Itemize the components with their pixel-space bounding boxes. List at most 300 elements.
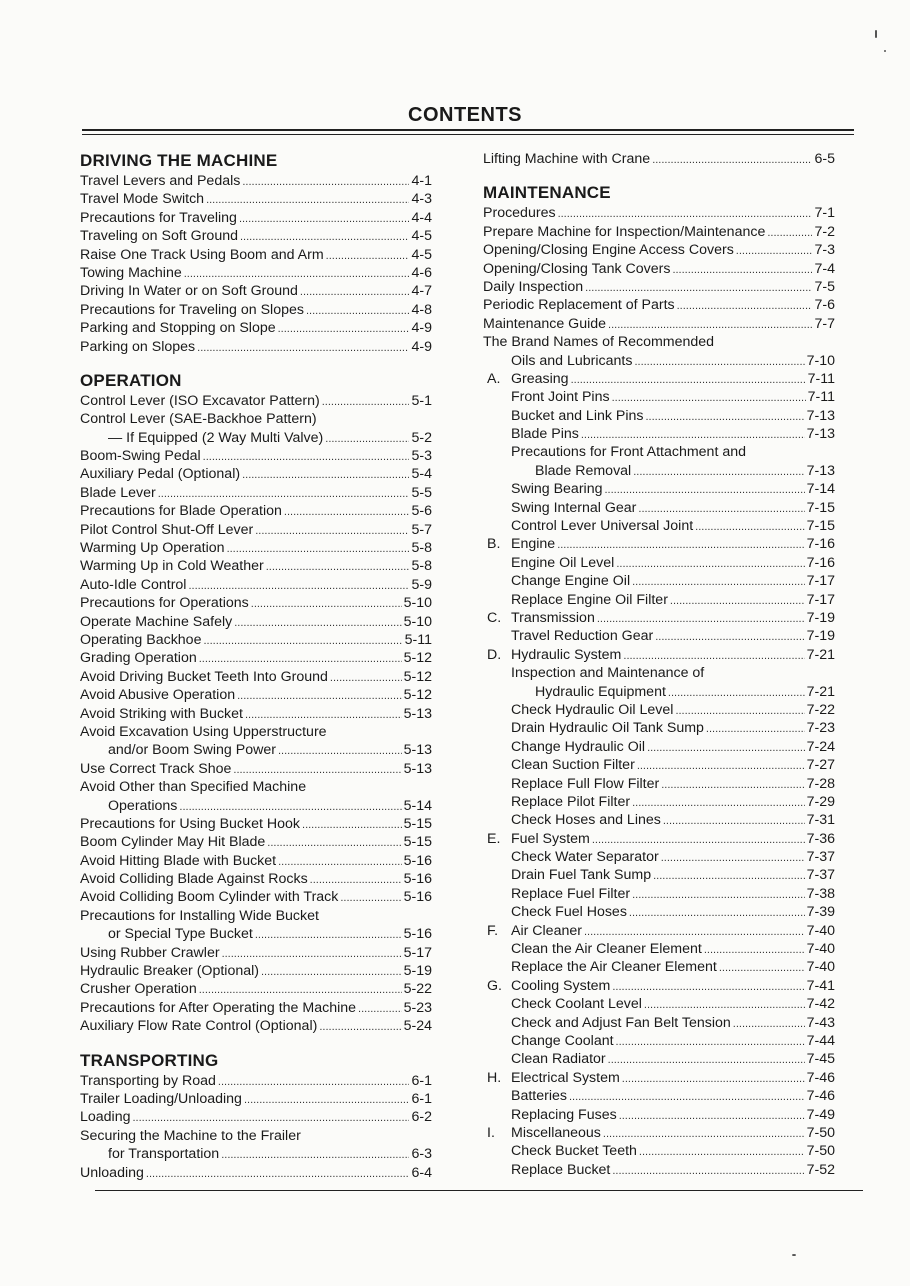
toc-entry[interactable] [483,775,835,793]
toc-entry[interactable] [483,719,835,737]
toc-entry-page: 5-16 [403,852,432,869]
toc-entry[interactable] [80,392,432,410]
toc-entry-letter: G. [487,977,502,994]
toc-entry[interactable] [80,741,432,759]
toc-entry-page: 7-52 [806,1161,835,1178]
toc-entry-page: 5-13 [403,760,432,777]
toc-entry-page: 7-42 [806,996,835,1013]
toc-entry[interactable] [483,885,835,903]
toc-entry-page: 5-10 [403,613,432,630]
toc-entry[interactable] [483,572,835,590]
toc-entry[interactable] [483,1087,835,1105]
toc-entry-title: Check Hydraulic Oil Level [511,701,674,718]
leader-dots [704,941,805,958]
leader-dots [267,834,401,851]
toc-entry-page: 7-13 [806,426,835,443]
leader-dots [644,996,805,1013]
toc-entry-page: 4-4 [411,209,432,226]
toc-entry-page: 7-6 [814,297,835,314]
toc-entry-title: Precautions for Installing Wide Bucket [80,907,319,924]
toc-entry[interactable] [80,227,432,245]
toc-entry[interactable] [80,723,432,741]
toc-entry[interactable] [483,646,835,664]
leader-dots [557,536,804,553]
scan-speck [884,50,886,52]
toc-entry[interactable] [80,686,432,704]
toc-entry-page: 7-40 [806,941,835,958]
leader-dots [300,283,410,300]
toc-entry[interactable] [80,539,432,557]
toc-entry-page: 7-14 [806,481,835,498]
toc-entry[interactable] [483,1014,835,1032]
toc-entry-page: 4-7 [411,283,432,300]
toc-entry-title: Precautions for Traveling on Slopes [80,301,304,318]
toc-entry-title: Engine Oil Level [511,554,615,571]
toc-entry-page: 5-12 [403,687,432,704]
toc-entry-page: 7-17 [806,573,835,590]
toc-entry-title: Pilot Control Shut-Off Lever [80,521,254,538]
leader-dots [719,959,805,976]
toc-entry[interactable] [80,576,432,594]
toc-entry-page: 7-24 [806,738,835,755]
leader-dots [603,1125,805,1142]
toc-entry-title: Opening/Closing Engine Access Covers [483,242,734,259]
toc-entry[interactable] [80,190,432,208]
toc-entry[interactable] [483,480,835,498]
leader-dots [736,242,813,259]
toc-entry-page: 7-11 [807,389,835,406]
section-heading-operation: OPERATION [80,370,182,390]
toc-entry[interactable] [483,352,835,370]
leader-dots [284,503,410,520]
toc-entry-page: 6-5 [814,151,835,167]
toc-entry-title: Miscellaneous [511,1124,601,1141]
leader-dots [646,408,805,425]
toc-entry[interactable] [483,150,835,168]
leader-dots [616,1033,805,1050]
toc-entry[interactable] [483,738,835,756]
toc-entry-title: Parking on Slopes [80,338,196,355]
leader-dots [634,353,804,370]
leader-dots [326,247,410,264]
toc-entry[interactable] [483,591,835,609]
leader-dots [199,981,402,998]
toc-entry-page: 7-49 [806,1106,835,1123]
leader-dots [234,614,401,631]
toc-entry[interactable] [80,631,432,649]
leader-dots [605,481,805,498]
leader-dots [670,592,805,609]
toc-entry[interactable] [483,241,835,259]
toc-entry-page: 7-40 [806,922,835,939]
toc-entry-title: Replace Fuel Filter [511,885,631,902]
leader-dots [639,1143,805,1160]
toc-entry-title: Using Rubber Crawler [80,944,220,961]
toc-entry-title: Precautions for After Operating the Machine [80,999,357,1016]
toc-entry-title: Drain Hydraulic Oil Tank Sump [511,720,704,737]
toc-entry[interactable] [483,1032,835,1050]
scan-speck [875,30,877,38]
toc-entry[interactable] [483,260,835,278]
toc-entry-page: 7-1 [814,205,835,222]
toc-entry-page: 7-27 [806,757,835,774]
toc-entry[interactable] [483,278,835,296]
toc-entry-page: 5-7 [411,521,432,538]
toc-entry[interactable] [80,980,432,998]
toc-entry-title: Unloading [80,1164,144,1181]
toc-entry-page: 6-3 [411,1146,432,1163]
leader-dots [206,191,409,208]
toc-entry-page: 7-15 [806,518,835,535]
leader-dots [612,1162,804,1179]
toc-entry[interactable] [483,958,835,976]
toc-entry[interactable] [483,1069,835,1087]
toc-entry-title: Replace Engine Oil Filter [511,591,668,608]
leader-dots [623,647,804,664]
toc-entry[interactable] [483,683,835,701]
toc-entry[interactable] [80,1108,432,1126]
leader-dots [278,853,401,870]
toc-entry-page: 5-4 [411,466,432,483]
leader-dots [767,224,812,241]
toc-entry[interactable] [80,172,432,190]
toc-entry[interactable] [80,778,432,796]
toc-entry-title: Blade Lever [80,484,156,501]
toc-entry-title: Transporting by Road [80,1072,216,1089]
toc-entry[interactable] [483,1106,835,1124]
leader-dots [637,757,805,774]
toc-entry[interactable] [80,649,432,667]
toc-entry[interactable] [483,535,835,553]
leader-dots [672,261,812,278]
leader-dots [619,1107,805,1124]
toc-entry-letter: I. [487,1124,495,1141]
toc-entry-title: Check Water Separator [511,849,659,866]
toc-entry[interactable] [483,223,835,241]
toc-entry-title: Control Lever (SAE-Backhoe Pattern) [80,411,317,428]
toc-entry-page: 5-11 [404,631,432,648]
toc-entry-title: Warming Up Operation [80,540,225,557]
leader-dots [638,500,804,517]
toc-entry-page: 7-31 [806,812,835,829]
leader-dots [203,632,402,649]
toc-entry-letter: B. [487,536,501,553]
toc-entry[interactable] [483,756,835,774]
toc-entry[interactable] [483,977,835,995]
toc-entry-title: — If Equipped (2 Way Multi Valve) [108,429,324,446]
toc-entry[interactable] [80,502,432,520]
toc-entry[interactable] [80,705,432,723]
toc-entry-page: 5-24 [403,1018,432,1035]
toc-entry-page: 7-29 [806,793,835,810]
toc-entry-page: 7-13 [806,462,835,479]
leader-dots [655,628,804,645]
leader-dots [585,279,812,296]
toc-entry-title: Avoid Colliding Blade Against Rocks [80,871,308,888]
toc-entry[interactable] [483,995,835,1013]
toc-entry-title: Check Bucket Teeth [511,1143,637,1160]
toc-entry[interactable] [483,333,835,351]
leader-dots [251,595,402,612]
toc-entry-title: Opening/Closing Tank Covers [483,260,671,277]
leader-dots [571,371,806,388]
toc-entry-title: Driving In Water or on Soft Ground [80,283,298,300]
toc-entry[interactable] [80,668,432,686]
toc-entry[interactable] [483,627,835,645]
toc-entry-page: 5-19 [403,963,432,980]
toc-entry[interactable] [483,554,835,572]
toc-entry-page: 7-46 [806,1069,835,1086]
toc-entry[interactable] [483,811,835,829]
toc-entry-title: Auxiliary Pedal (Optional) [80,466,241,483]
leader-dots [661,849,805,866]
leader-dots [632,794,805,811]
toc-entry[interactable] [80,429,432,447]
toc-entry[interactable] [80,852,432,870]
toc-entry[interactable] [483,830,835,848]
leader-dots [653,867,804,884]
leader-dots [278,320,410,337]
toc-entry[interactable] [483,425,835,443]
toc-entry[interactable] [80,907,432,925]
toc-entry-title: Precautions for Traveling [80,209,237,226]
toc-entry[interactable] [80,410,432,428]
toc-entry-page: 5-16 [403,926,432,943]
toc-entry-title: Blade Pins [511,426,579,443]
toc-entry[interactable] [80,1090,432,1108]
leader-dots [592,831,805,848]
toc-entry-title: Lifting Machine with Crane [483,151,651,167]
toc-entry[interactable] [80,1164,432,1182]
toc-entry-page: 5-6 [411,503,432,520]
page-title: CONTENTS [408,104,522,126]
toc-entry[interactable] [483,848,835,866]
toc-entry[interactable] [483,1050,835,1068]
leader-dots [647,739,805,756]
leader-dots [227,540,410,557]
toc-entry-page: 5-8 [411,540,432,557]
toc-entry-title: or Special Type Bucket [108,926,253,943]
toc-entry[interactable] [483,1142,835,1160]
toc-entry-title: Use Correct Track Shoe [80,760,232,777]
toc-entry-title: Travel Levers and Pedals [80,173,241,189]
leader-dots [306,302,410,319]
toc-entry[interactable] [483,866,835,884]
toc-entry[interactable] [80,888,432,906]
toc-entry-title: Clean the Air Cleaner Element [511,941,702,958]
toc-entry[interactable] [80,264,432,282]
toc-entry[interactable] [483,664,835,682]
toc-entry[interactable] [80,319,432,337]
toc-entry[interactable] [80,797,432,815]
toc-entry[interactable] [80,999,432,1017]
toc-entry[interactable] [483,407,835,425]
leader-dots [330,669,402,686]
toc-entry[interactable] [483,370,835,388]
leader-dots [133,1109,410,1126]
leader-dots [663,812,805,829]
toc-right-column [483,150,835,1179]
toc-entry[interactable] [483,443,835,461]
toc-entry-title: Operate Machine Safely [80,613,233,630]
leader-dots [222,945,402,962]
leader-dots [240,228,409,245]
toc-entry-title: Cooling System [511,977,611,994]
toc-entry-title: Replace Pilot Filter [511,793,631,810]
leader-dots [632,886,805,903]
toc-entry-title: Operations [108,797,178,814]
toc-entry[interactable] [80,815,432,833]
toc-entry-page: 7-13 [806,407,835,424]
toc-entry-title: Operating Backhoe [80,631,202,648]
toc-entry-page: 7-22 [806,701,835,718]
leader-dots [633,463,804,480]
toc-entry-title: for Transportation [108,1146,220,1163]
toc-entry-title: Fuel System [511,830,590,847]
toc-entry[interactable] [483,1124,835,1142]
leader-dots [622,1070,805,1087]
leader-dots [179,798,401,815]
leader-dots [255,926,402,943]
toc-entry-title: Towing Machine [80,264,182,281]
toc-entry-page: 5-16 [403,871,432,888]
leader-dots [733,1015,805,1032]
toc-entry-title: The Brand Names of Recommended [483,334,715,351]
leader-dots [569,1088,805,1105]
toc-entry-title: Replacing Fuses [511,1106,617,1123]
toc-entry-title: Avoid Driving Bucket Teeth Into Ground [80,668,328,685]
toc-entry[interactable] [483,204,835,222]
toc-entry-title: Avoid Hitting Blade with Bucket [80,852,277,869]
toc-entry[interactable] [80,1145,432,1163]
toc-entry-page: 4-5 [411,228,432,245]
toc-entry[interactable] [483,903,835,921]
toc-entry-title: Hydraulic System [511,646,622,663]
leader-dots [278,742,402,759]
leader-dots [558,205,813,222]
toc-entry[interactable] [80,594,432,612]
leader-dots [608,1051,805,1068]
toc-entry[interactable] [80,338,432,356]
toc-entry-page: 7-50 [806,1124,835,1141]
toc-entry[interactable] [483,1161,835,1179]
toc-entry-title: Auto-Idle Control [80,576,187,593]
toc-entry-title: Hydraulic Breaker (Optional) [80,963,259,980]
toc-entry-title: Warming Up in Cold Weather [80,558,264,575]
toc-entry[interactable] [80,925,432,943]
toc-entry-title: Boom Cylinder May Hit Blade [80,834,266,851]
toc-entry[interactable] [80,246,432,264]
leader-dots [266,558,410,575]
toc-entry[interactable] [80,557,432,575]
toc-entry[interactable] [483,609,835,627]
leader-dots [608,316,812,333]
leader-dots [255,522,409,539]
toc-entry-title: Maintenance Guide [483,315,607,332]
toc-entry[interactable] [80,870,432,888]
toc-entry[interactable] [483,315,835,333]
toc-entry-page: 7-23 [806,720,835,737]
toc-entry[interactable] [80,447,432,465]
leader-dots [675,702,804,719]
toc-entry[interactable] [80,944,432,962]
toc-entry-title: Parking and Stopping on Slope [80,320,276,337]
toc-entry[interactable] [80,1017,432,1035]
leader-dots [239,210,410,227]
leader-dots [322,393,410,410]
toc-entry-page: 5-3 [411,448,432,465]
toc-entry[interactable] [483,388,835,406]
toc-entry-page: 7-44 [806,1032,835,1049]
leader-dots [197,339,409,356]
toc-entry[interactable] [483,793,835,811]
toc-entry[interactable] [80,1127,432,1145]
toc-entry[interactable] [80,521,432,539]
toc-entry-title: Boom-Swing Pedal [80,448,201,465]
toc-entry[interactable] [80,760,432,778]
scan-speck [792,1254,796,1256]
toc-entry[interactable] [483,296,835,314]
toc-entry-letter: E. [487,830,501,847]
toc-entry[interactable] [483,701,835,719]
toc-entry[interactable] [80,301,432,319]
toc-entry[interactable] [483,940,835,958]
leader-dots [188,577,409,594]
toc-left-column [80,150,432,1182]
leader-dots [612,978,804,995]
leader-dots [629,904,805,921]
toc-entry-page: 4-5 [411,246,432,263]
toc-entry-title: Batteries [511,1088,567,1105]
toc-entry[interactable] [80,962,432,980]
leader-dots [652,151,812,168]
toc-entry[interactable] [80,282,432,300]
toc-entry-page: 7-4 [814,260,835,277]
toc-entry-page: 4-6 [411,264,432,281]
toc-entry-title: Hydraulic Equipment [535,683,666,700]
toc-entry[interactable] [80,833,432,851]
toc-entry[interactable] [483,462,835,480]
toc-entry[interactable] [80,1072,432,1090]
toc-entry-title: Precautions for Operations [80,595,249,612]
toc-entry-title: Precautions for Blade Operation [80,503,282,520]
toc-entry-title: Check and Adjust Fan Belt Tension [511,1014,731,1031]
toc-entry[interactable] [483,517,835,535]
title-rule-bottom [82,134,854,135]
section-heading-transporting: TRANSPORTING [80,1050,219,1070]
leader-dots [242,466,409,483]
leader-dots [237,687,401,704]
toc-entry-title: Avoid Excavation Using Upperstructure [80,723,327,740]
toc-entry-page: 7-37 [806,867,835,884]
leader-dots [242,173,409,190]
toc-entry[interactable] [483,922,835,940]
toc-entry[interactable] [80,209,432,227]
toc-entry-title: and/or Boom Swing Power [108,742,276,759]
toc-entry[interactable] [80,484,432,502]
leader-dots [203,448,410,465]
toc-entry-title: Greasing [511,370,569,387]
toc-entry[interactable] [80,465,432,483]
toc-entry-page: 5-15 [403,815,432,832]
leader-dots [616,555,804,572]
toc-entry-letter: A. [487,370,501,387]
toc-entry-page: 7-11 [807,370,835,387]
toc-entry-letter: D. [487,646,502,663]
toc-entry[interactable] [483,499,835,517]
toc-entry[interactable] [80,613,432,631]
leader-dots [310,871,402,888]
